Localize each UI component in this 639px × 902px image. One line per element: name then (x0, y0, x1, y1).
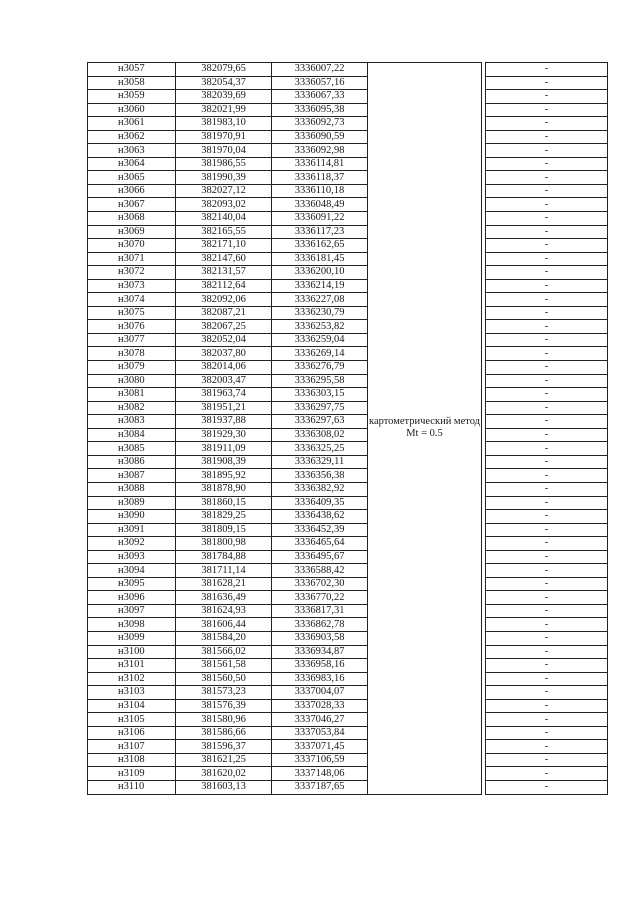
y-coordinate-cell: 3337187,65 (272, 780, 368, 794)
value-cell: - (486, 347, 608, 361)
x-coordinate-cell: 381560,50 (176, 672, 272, 686)
value-cell: - (486, 374, 608, 388)
point-id-cell: н3101 (88, 659, 176, 673)
y-coordinate-cell: 3336297,75 (272, 401, 368, 415)
table-row (88, 482, 608, 496)
x-coordinate-cell: 382147,60 (176, 252, 272, 266)
value-cell: - (486, 686, 608, 700)
table-row (88, 618, 608, 632)
x-coordinate-cell: 381573,23 (176, 686, 272, 700)
x-coordinate-cell: 382093,02 (176, 198, 272, 212)
x-coordinate-cell: 381636,49 (176, 591, 272, 605)
y-coordinate-cell: 3336308,02 (272, 428, 368, 442)
value-cell: - (486, 144, 608, 158)
value-cell: - (486, 415, 608, 429)
point-id-cell: н3069 (88, 225, 176, 239)
point-id-cell: н3109 (88, 767, 176, 781)
point-id-cell: н3064 (88, 157, 176, 171)
y-coordinate-cell: 3336230,79 (272, 306, 368, 320)
y-coordinate-cell: 3336958,16 (272, 659, 368, 673)
y-coordinate-cell: 3336382,92 (272, 482, 368, 496)
y-coordinate-cell: 3336276,79 (272, 361, 368, 375)
x-coordinate-cell: 381576,39 (176, 699, 272, 713)
y-coordinate-cell: 3336007,22 (272, 63, 368, 77)
table-row (88, 686, 608, 700)
x-coordinate-cell: 381990,39 (176, 171, 272, 185)
y-coordinate-cell: 3336438,62 (272, 510, 368, 524)
table-row (88, 388, 608, 402)
table-row (88, 753, 608, 767)
value-cell: - (486, 482, 608, 496)
point-id-cell: н3091 (88, 523, 176, 537)
y-coordinate-cell: 3336269,14 (272, 347, 368, 361)
value-cell: - (486, 239, 608, 253)
table-row (88, 455, 608, 469)
value-cell: - (486, 753, 608, 767)
point-id-cell: н3087 (88, 469, 176, 483)
y-coordinate-cell: 3336092,73 (272, 117, 368, 131)
y-coordinate-cell: 3336297,63 (272, 415, 368, 429)
table-row (88, 103, 608, 117)
y-coordinate-cell: 3336329,11 (272, 455, 368, 469)
y-coordinate-cell: 3336114,81 (272, 157, 368, 171)
table-row (88, 604, 608, 618)
y-coordinate-cell: 3336465,64 (272, 537, 368, 551)
value-cell: - (486, 577, 608, 591)
point-id-cell: н3080 (88, 374, 176, 388)
point-id-cell: н3102 (88, 672, 176, 686)
point-id-cell: н3094 (88, 564, 176, 578)
value-cell: - (486, 550, 608, 564)
point-id-cell: н3057 (88, 63, 176, 77)
point-id-cell: н3093 (88, 550, 176, 564)
point-id-cell: н3082 (88, 401, 176, 415)
table-row (88, 90, 608, 104)
x-coordinate-cell: 381929,30 (176, 428, 272, 442)
point-id-cell: н3059 (88, 90, 176, 104)
y-coordinate-cell: 3336181,45 (272, 252, 368, 266)
value-cell: - (486, 252, 608, 266)
x-coordinate-cell: 382087,21 (176, 306, 272, 320)
point-id-cell: н3077 (88, 333, 176, 347)
x-coordinate-cell: 381800,98 (176, 537, 272, 551)
value-cell: - (486, 401, 608, 415)
value-cell: - (486, 90, 608, 104)
table-row (88, 320, 608, 334)
value-cell: - (486, 76, 608, 90)
y-coordinate-cell: 3336702,30 (272, 577, 368, 591)
point-id-cell: н3088 (88, 482, 176, 496)
y-coordinate-cell: 3336118,37 (272, 171, 368, 185)
point-id-cell: н3084 (88, 428, 176, 442)
value-cell: - (486, 469, 608, 483)
table-row (88, 713, 608, 727)
value-cell: - (486, 604, 608, 618)
point-id-cell: н3074 (88, 293, 176, 307)
y-coordinate-cell: 3336934,87 (272, 645, 368, 659)
point-id-cell: н3071 (88, 252, 176, 266)
value-cell: - (486, 442, 608, 456)
table-row (88, 252, 608, 266)
point-id-cell: н3110 (88, 780, 176, 794)
point-id-cell: н3090 (88, 510, 176, 524)
table-row (88, 117, 608, 131)
x-coordinate-cell: 382092,06 (176, 293, 272, 307)
point-id-cell: н3105 (88, 713, 176, 727)
table-row (88, 361, 608, 375)
y-coordinate-cell: 3337046,27 (272, 713, 368, 727)
y-coordinate-cell: 3336495,67 (272, 550, 368, 564)
x-coordinate-cell: 382171,10 (176, 239, 272, 253)
point-id-cell: н3103 (88, 686, 176, 700)
value-cell: - (486, 672, 608, 686)
y-coordinate-cell: 3337004,07 (272, 686, 368, 700)
y-coordinate-cell: 3336091,22 (272, 212, 368, 226)
y-coordinate-cell: 3336057,16 (272, 76, 368, 90)
value-cell: - (486, 225, 608, 239)
x-coordinate-cell: 382079,65 (176, 63, 272, 77)
y-coordinate-cell: 3336253,82 (272, 320, 368, 334)
x-coordinate-cell: 381908,39 (176, 455, 272, 469)
value-cell: - (486, 631, 608, 645)
y-coordinate-cell: 3337106,59 (272, 753, 368, 767)
point-id-cell: н3108 (88, 753, 176, 767)
x-coordinate-cell: 381784,88 (176, 550, 272, 564)
x-coordinate-cell: 381895,92 (176, 469, 272, 483)
y-coordinate-cell: 3336067,33 (272, 90, 368, 104)
table-row (88, 374, 608, 388)
y-coordinate-cell: 3336325,25 (272, 442, 368, 456)
point-id-cell: н3085 (88, 442, 176, 456)
value-cell: - (486, 591, 608, 605)
table-row (88, 333, 608, 347)
table-row (88, 645, 608, 659)
y-coordinate-cell: 3336200,10 (272, 266, 368, 280)
value-cell: - (486, 618, 608, 632)
point-id-cell: н3058 (88, 76, 176, 90)
y-coordinate-cell: 3336162,65 (272, 239, 368, 253)
value-cell: - (486, 333, 608, 347)
point-id-cell: н3106 (88, 726, 176, 740)
point-id-cell: н3086 (88, 455, 176, 469)
table-row (88, 672, 608, 686)
x-coordinate-cell: 381983,10 (176, 117, 272, 131)
table-row (88, 496, 608, 510)
point-id-cell: н3099 (88, 631, 176, 645)
table-row (88, 537, 608, 551)
y-coordinate-cell: 3336303,15 (272, 388, 368, 402)
value-cell: - (486, 726, 608, 740)
y-coordinate-cell: 3336092,98 (272, 144, 368, 158)
y-coordinate-cell: 3336356,38 (272, 469, 368, 483)
point-id-cell: н3081 (88, 388, 176, 402)
x-coordinate-cell: 382039,69 (176, 90, 272, 104)
table-row (88, 347, 608, 361)
x-coordinate-cell: 381711,14 (176, 564, 272, 578)
value-cell: - (486, 103, 608, 117)
table-row (88, 415, 608, 429)
table-row (88, 510, 608, 524)
y-coordinate-cell: 3336452,39 (272, 523, 368, 537)
x-coordinate-cell: 381970,04 (176, 144, 272, 158)
x-coordinate-cell: 381603,13 (176, 780, 272, 794)
x-coordinate-cell: 381809,15 (176, 523, 272, 537)
point-id-cell: н3104 (88, 699, 176, 713)
value-cell: - (486, 388, 608, 402)
y-coordinate-cell: 3336903,58 (272, 631, 368, 645)
x-coordinate-cell: 382027,12 (176, 184, 272, 198)
y-coordinate-cell: 3336770,22 (272, 591, 368, 605)
table-row (88, 76, 608, 90)
table-row (88, 306, 608, 320)
x-coordinate-cell: 381580,96 (176, 713, 272, 727)
table-row (88, 442, 608, 456)
value-cell: - (486, 537, 608, 551)
x-coordinate-cell: 381937,88 (176, 415, 272, 429)
table-row (88, 157, 608, 171)
coordinates-table-body (88, 63, 608, 795)
x-coordinate-cell: 382003,47 (176, 374, 272, 388)
value-cell: - (486, 645, 608, 659)
point-id-cell: н3078 (88, 347, 176, 361)
value-cell: - (486, 510, 608, 524)
value-cell: - (486, 63, 608, 77)
y-coordinate-cell: 3336983,16 (272, 672, 368, 686)
table-row (88, 239, 608, 253)
table-row (88, 577, 608, 591)
x-coordinate-cell: 381584,20 (176, 631, 272, 645)
table-row (88, 212, 608, 226)
x-coordinate-cell: 381829,25 (176, 510, 272, 524)
value-cell: - (486, 564, 608, 578)
point-id-cell: н3068 (88, 212, 176, 226)
x-coordinate-cell: 381628,21 (176, 577, 272, 591)
x-coordinate-cell: 381970,91 (176, 130, 272, 144)
table-row (88, 631, 608, 645)
point-id-cell: н3083 (88, 415, 176, 429)
table-row (88, 279, 608, 293)
point-id-cell: н3075 (88, 306, 176, 320)
value-cell: - (486, 279, 608, 293)
y-coordinate-cell: 3336117,23 (272, 225, 368, 239)
x-coordinate-cell: 381860,15 (176, 496, 272, 510)
y-coordinate-cell: 3336095,38 (272, 103, 368, 117)
value-cell: - (486, 455, 608, 469)
y-coordinate-cell: 3336214,19 (272, 279, 368, 293)
x-coordinate-cell: 382067,25 (176, 320, 272, 334)
point-id-cell: н3072 (88, 266, 176, 280)
x-coordinate-cell: 382112,64 (176, 279, 272, 293)
value-cell: - (486, 740, 608, 754)
x-coordinate-cell: 381586,66 (176, 726, 272, 740)
x-coordinate-cell: 381596,37 (176, 740, 272, 754)
table-row (88, 564, 608, 578)
value-cell: - (486, 523, 608, 537)
table-row (88, 767, 608, 781)
x-coordinate-cell: 382014,06 (176, 361, 272, 375)
x-coordinate-cell: 381621,25 (176, 753, 272, 767)
point-id-cell: н3070 (88, 239, 176, 253)
table-row (88, 63, 608, 77)
point-id-cell: н3073 (88, 279, 176, 293)
table-row (88, 699, 608, 713)
table-row (88, 293, 608, 307)
table-row (88, 780, 608, 794)
value-cell: - (486, 184, 608, 198)
y-coordinate-cell: 3336295,58 (272, 374, 368, 388)
table-row (88, 428, 608, 442)
point-id-cell: н3095 (88, 577, 176, 591)
value-cell: - (486, 361, 608, 375)
y-coordinate-cell: 3336259,04 (272, 333, 368, 347)
method-cell: картометрический метод Mt = 0.5 (368, 63, 482, 795)
value-cell: - (486, 157, 608, 171)
x-coordinate-cell: 381561,58 (176, 659, 272, 673)
x-coordinate-cell: 382165,55 (176, 225, 272, 239)
value-cell: - (486, 659, 608, 673)
value-cell: - (486, 171, 608, 185)
x-coordinate-cell: 382140,04 (176, 212, 272, 226)
y-coordinate-cell: 3336409,35 (272, 496, 368, 510)
value-cell: - (486, 428, 608, 442)
point-id-cell: н3062 (88, 130, 176, 144)
x-coordinate-cell: 381624,93 (176, 604, 272, 618)
x-coordinate-cell: 381911,09 (176, 442, 272, 456)
x-coordinate-cell: 381606,44 (176, 618, 272, 632)
value-cell: - (486, 117, 608, 131)
table-row (88, 740, 608, 754)
y-coordinate-cell: 3336048,49 (272, 198, 368, 212)
x-coordinate-cell: 381986,55 (176, 157, 272, 171)
value-cell: - (486, 266, 608, 280)
point-id-cell: н3100 (88, 645, 176, 659)
value-cell: - (486, 212, 608, 226)
point-id-cell: н3107 (88, 740, 176, 754)
value-cell: - (486, 306, 608, 320)
point-id-cell: н3076 (88, 320, 176, 334)
x-coordinate-cell: 382037,80 (176, 347, 272, 361)
y-coordinate-cell: 3336227,08 (272, 293, 368, 307)
x-coordinate-cell: 381963,74 (176, 388, 272, 402)
x-coordinate-cell: 382131,57 (176, 266, 272, 280)
coordinates-table (87, 62, 608, 795)
value-cell: - (486, 198, 608, 212)
point-id-cell: н3060 (88, 103, 176, 117)
point-id-cell: н3063 (88, 144, 176, 158)
value-cell: - (486, 780, 608, 794)
table-row (88, 523, 608, 537)
value-cell: - (486, 713, 608, 727)
table-row (88, 184, 608, 198)
table-row (88, 171, 608, 185)
value-cell: - (486, 496, 608, 510)
point-id-cell: н3079 (88, 361, 176, 375)
value-cell: - (486, 293, 608, 307)
point-id-cell: н3067 (88, 198, 176, 212)
y-coordinate-cell: 3336090,59 (272, 130, 368, 144)
x-coordinate-cell: 381878,90 (176, 482, 272, 496)
y-coordinate-cell: 3336817,31 (272, 604, 368, 618)
table-row (88, 144, 608, 158)
point-id-cell: н3097 (88, 604, 176, 618)
x-coordinate-cell: 382021,99 (176, 103, 272, 117)
point-id-cell: н3098 (88, 618, 176, 632)
y-coordinate-cell: 3337028,33 (272, 699, 368, 713)
table-row (88, 130, 608, 144)
table-row (88, 659, 608, 673)
point-id-cell: н3092 (88, 537, 176, 551)
x-coordinate-cell: 382054,37 (176, 76, 272, 90)
x-coordinate-cell: 381620,02 (176, 767, 272, 781)
point-id-cell: н3089 (88, 496, 176, 510)
table-row (88, 266, 608, 280)
point-id-cell: н3065 (88, 171, 176, 185)
value-cell: - (486, 130, 608, 144)
y-coordinate-cell: 3337148,06 (272, 767, 368, 781)
table-row (88, 550, 608, 564)
y-coordinate-cell: 3336588,42 (272, 564, 368, 578)
value-cell: - (486, 320, 608, 334)
point-id-cell: н3096 (88, 591, 176, 605)
point-id-cell: н3066 (88, 184, 176, 198)
x-coordinate-cell: 381951,21 (176, 401, 272, 415)
x-coordinate-cell: 381566,02 (176, 645, 272, 659)
table-row (88, 591, 608, 605)
value-cell: - (486, 767, 608, 781)
y-coordinate-cell: 3337071,45 (272, 740, 368, 754)
table-row (88, 469, 608, 483)
table-row (88, 198, 608, 212)
point-id-cell: н3061 (88, 117, 176, 131)
table-row (88, 726, 608, 740)
value-cell: - (486, 699, 608, 713)
y-coordinate-cell: 3336862,78 (272, 618, 368, 632)
y-coordinate-cell: 3336110,18 (272, 184, 368, 198)
y-coordinate-cell: 3337053,84 (272, 726, 368, 740)
x-coordinate-cell: 382052,04 (176, 333, 272, 347)
table-row (88, 225, 608, 239)
table-row (88, 401, 608, 415)
